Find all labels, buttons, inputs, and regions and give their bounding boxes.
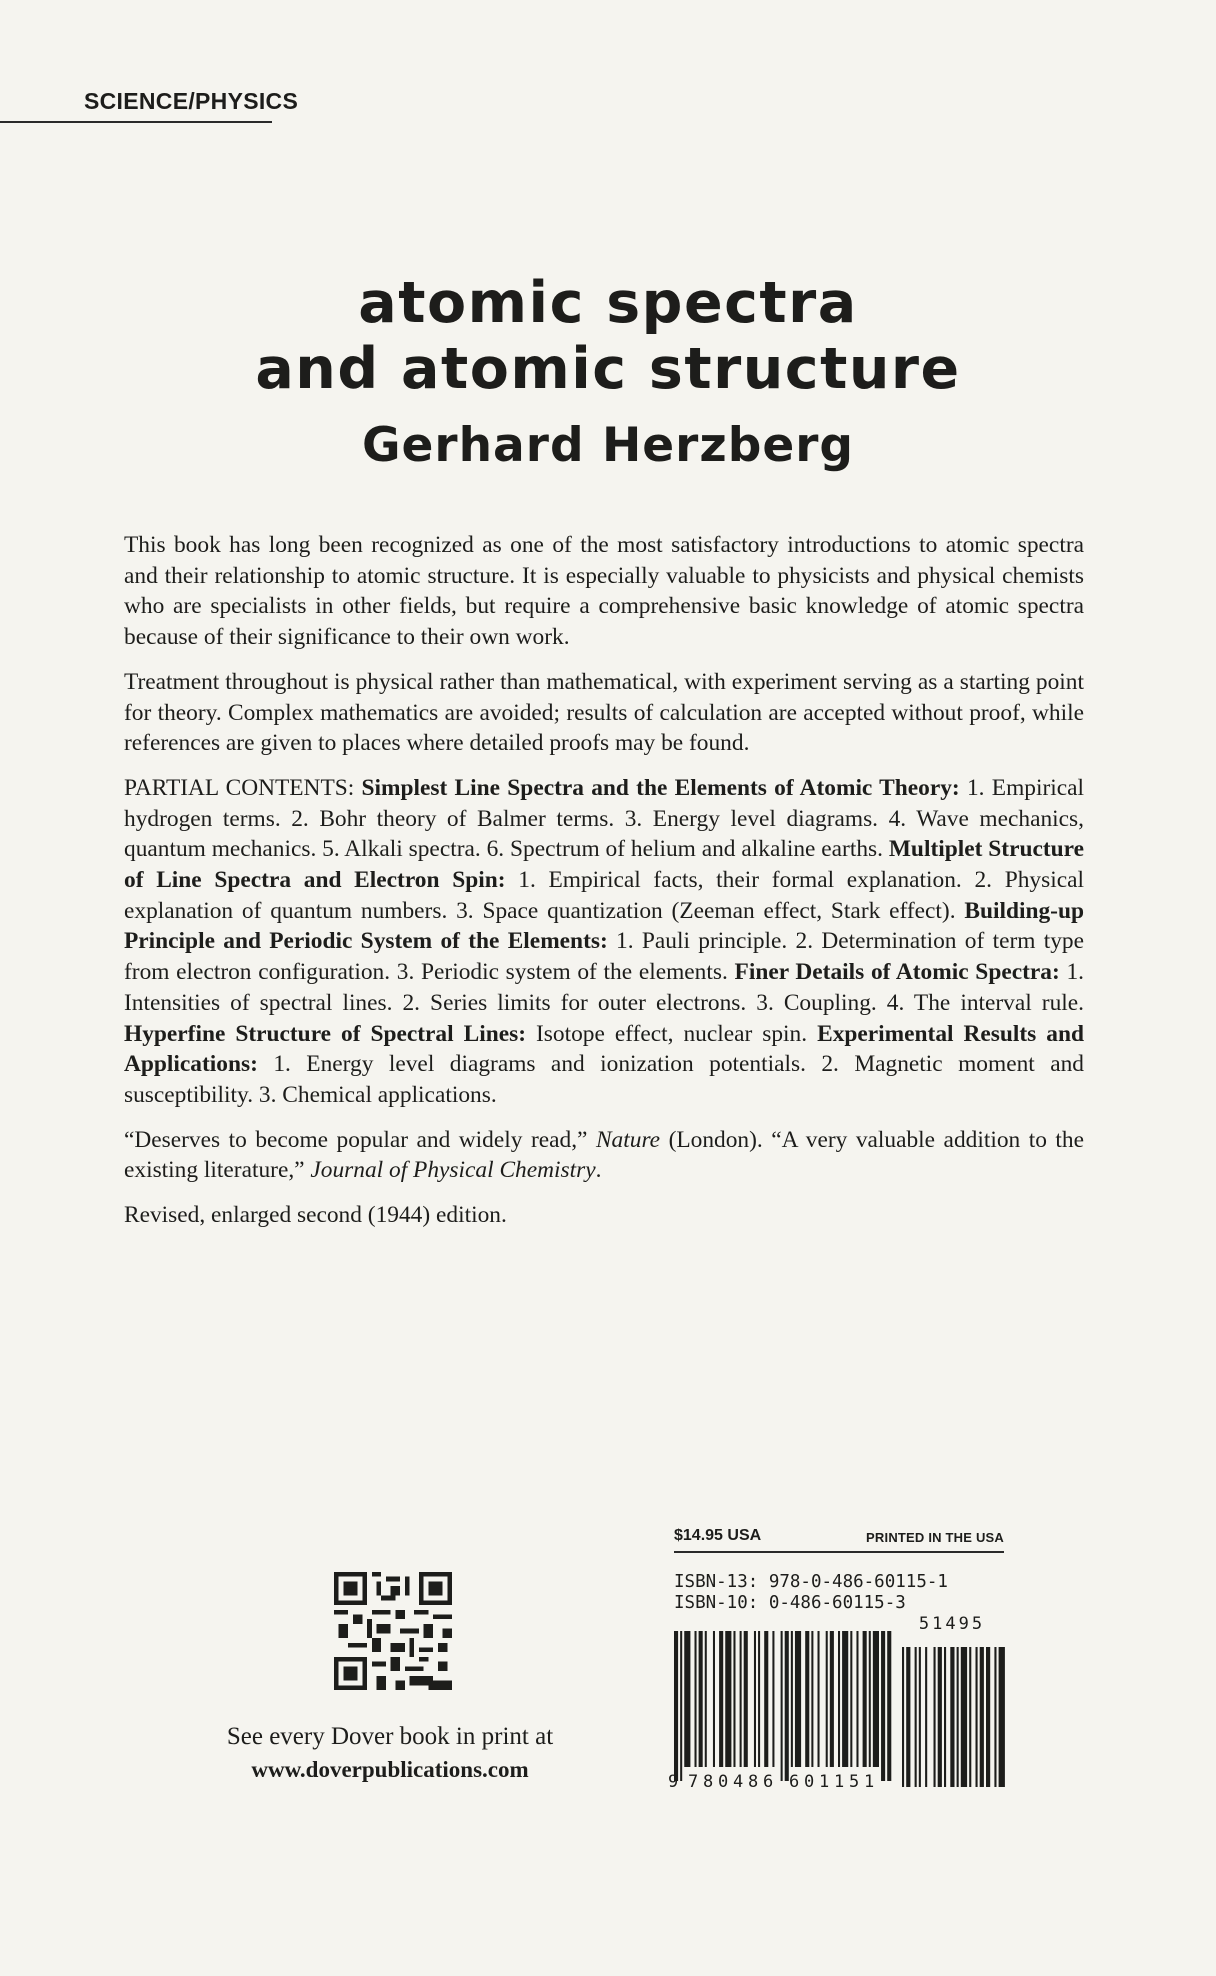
contents-heading: Experimental Results and Applications:	[124, 1020, 1084, 1078]
barcode-bar	[781, 1631, 783, 1781]
barcode-bar	[699, 1631, 703, 1767]
barcode-bar	[680, 1631, 682, 1781]
barcode-bar	[733, 1631, 735, 1767]
contents-text: 1. Empirical facts, their formal explanation. 2. Physical explanation of quantum numbers. 3. Space quantization (Zeeman effect, Stark effect).	[124, 867, 1084, 924]
addon-bar	[938, 1647, 942, 1787]
review-end: .	[595, 1157, 602, 1184]
contents-text: 1. Empirical hydrogen terms. 2. Bohr theory of Balmer terms. 3. Energy level diagrams. 4. Wave mechanics, quantum mechanics. 5. Alkali spectra. 6. Spectrum of helium and alkaline earths.	[124, 774, 1085, 863]
contents-text: 1. Intensities of spectral lines. 2. Series limits for outer electrons. 3. Coupling. 4. The interval rule.	[124, 959, 1085, 1016]
review-source-nature: Nature	[595, 1126, 661, 1153]
contents-text: 1. Energy level diagrams and ionization potentials. 2. Magnetic moment and susceptibility. 3. Chemical applications.	[124, 1051, 1084, 1108]
barcode-digit: 1	[834, 1772, 845, 1792]
addon-bar	[915, 1647, 917, 1787]
barcode-bar	[674, 1631, 678, 1781]
barcode-digit: 5	[849, 1772, 860, 1792]
barcode-bar	[842, 1631, 848, 1767]
barcode-digit: 1	[819, 1772, 830, 1792]
partial-contents	[124, 773, 1084, 1111]
contents-heading: Finer Details of Atomic Spectra:	[734, 959, 1060, 986]
barcode-bar	[856, 1631, 858, 1767]
contents-heading: Simplest Line Spectra and the Elements of Atomic Theory:	[361, 774, 960, 801]
barcode-digit: 6	[789, 1772, 800, 1792]
addon-bar	[980, 1647, 984, 1787]
addon-bar	[902, 1647, 904, 1787]
isbn-13: ISBN-13: 978-0-486-60115-1	[674, 1572, 948, 1592]
book-title-line-2: and atomic structure	[255, 336, 961, 402]
barcode-bar	[873, 1631, 879, 1767]
barcode-bar	[719, 1631, 723, 1767]
barcode-bar	[764, 1631, 768, 1767]
description-paragraph-1: This book has long been recognized as one of the most satisfactory introductions to atomic spectra and their relationship to atomic structure. It is especially valuable to physicists and physical chemists who are specialists in other fields, but require a comprehensive basic knowledge of atomic spectra because of their significance to their own work.	[124, 532, 1084, 651]
dover-note	[180, 1720, 600, 1786]
dover-note-text: See every Dover book in print at	[226, 1723, 554, 1750]
addon-bar	[969, 1647, 971, 1787]
barcode-digit: 7	[688, 1772, 699, 1792]
barcode-bar	[805, 1631, 809, 1767]
barcode-bar	[869, 1631, 871, 1767]
barcode-bar	[740, 1631, 742, 1767]
contents-heading: Building-up Principle and Periodic System of the Elements:	[124, 897, 1084, 955]
barcode-bar	[838, 1631, 840, 1767]
barcode-digit: 6	[763, 1772, 774, 1792]
isbn-block	[674, 1572, 948, 1614]
addon-bar	[986, 1647, 990, 1787]
barcode-bar	[705, 1631, 707, 1767]
addon-bar	[999, 1647, 1005, 1787]
barcode-bar	[887, 1631, 891, 1781]
review-source-journal: Journal of Physical Chemistry	[310, 1157, 596, 1184]
barcode-digit: 0	[718, 1772, 729, 1792]
price-row	[674, 1527, 1004, 1553]
barcode-bar	[684, 1631, 690, 1767]
price-label: $14.95 USA	[674, 1527, 762, 1544]
addon-bar	[961, 1647, 967, 1787]
author-name: Gerhard Herzberg	[361, 418, 855, 473]
barcode-bar	[695, 1631, 697, 1767]
barcode-bar	[818, 1631, 820, 1767]
addon-bar	[957, 1647, 959, 1787]
edition-note: Revised, enlarged second (1944) edition.	[124, 1202, 507, 1229]
barcode-digit: 8	[703, 1772, 714, 1792]
barcode-bar	[772, 1631, 774, 1767]
barcode-digit: 8	[748, 1772, 759, 1792]
barcode-digit: 4	[733, 1772, 744, 1792]
addon-digits: 51495	[918, 1614, 986, 1634]
isbn-10: ISBN-10: 0-486-60115-3	[674, 1593, 906, 1613]
book-title-line-1: atomic spectra	[358, 270, 858, 336]
contents-text: Isotope effect, nuclear spin.	[526, 1020, 818, 1047]
review-quote-1: “Deserves to become popular and widely read,”	[124, 1126, 596, 1153]
printed-in-label: PRINTED IN THE USA	[866, 1530, 1004, 1545]
barcode-bar	[791, 1631, 793, 1767]
contents-heading: Multiplet Structure of Line Spectra and Electron Spin:	[124, 836, 1084, 894]
addon-bar	[944, 1647, 946, 1787]
addon-bar	[934, 1647, 936, 1787]
addon-bar	[950, 1647, 954, 1787]
barcode-digit: 9	[668, 1772, 679, 1792]
barcode-digit: 0	[804, 1772, 815, 1792]
barcode-bar	[881, 1631, 885, 1781]
barcode-bar	[785, 1631, 789, 1781]
ean-barcode	[668, 1631, 1008, 1792]
title-block	[0, 270, 1216, 474]
qr-code	[334, 1572, 452, 1690]
description-body	[124, 530, 1084, 1231]
addon-bar	[976, 1647, 978, 1787]
contents-label: PARTIAL CONTENTS:	[124, 774, 362, 801]
barcode-bar	[811, 1631, 813, 1767]
barcode-bar	[850, 1631, 852, 1767]
dover-website-link[interactable]: www.doverpublications.com	[251, 1757, 529, 1782]
barcode-bar	[826, 1631, 828, 1767]
barcode-bar	[830, 1631, 834, 1767]
review-quote-2: (London). “A very valuable addition to the existing literature,”	[124, 1126, 1084, 1184]
addon-bar	[919, 1647, 921, 1787]
description-paragraph-2: Treatment throughout is physical rather than mathematical, with experiment serving as a starting point for theory. Complex mathematics are avoided; results of calculation are accepted without proof, while references are given to places where detailed proofs may be found.	[124, 668, 1084, 757]
addon-bar	[994, 1647, 996, 1787]
addon-bar	[906, 1647, 910, 1787]
barcode-bar	[758, 1631, 760, 1767]
barcode-bar	[725, 1631, 731, 1767]
contents-heading: Hyperfine Structure of Spectral Lines:	[124, 1020, 526, 1047]
barcode-bar	[754, 1631, 756, 1767]
barcode-bar	[795, 1631, 801, 1767]
barcode-bar	[863, 1631, 867, 1767]
barcode-bar	[713, 1631, 715, 1767]
review-quotes	[124, 1125, 1084, 1186]
addon-bar	[925, 1647, 927, 1787]
barcode-digit: 1	[864, 1772, 875, 1792]
barcode-bar	[744, 1631, 748, 1767]
contents-text: 1. Pauli principle. 2. Determination of term type from electron configuration. 3. Periodic system of the elements.	[124, 928, 1085, 986]
category-label: SCIENCE/PHYSICS	[0, 88, 272, 123]
